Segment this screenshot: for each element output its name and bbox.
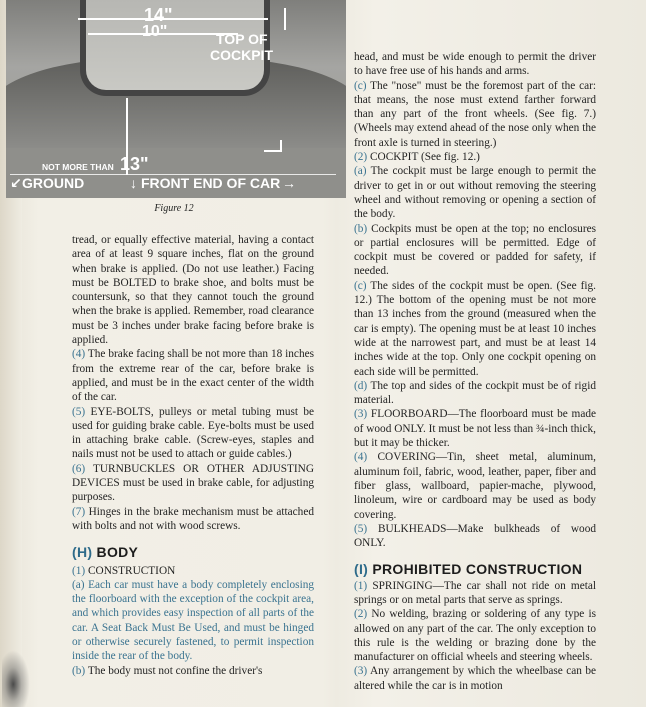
item-text: The body must not confine the driver's — [87, 664, 263, 677]
item-number: (3) — [354, 665, 368, 678]
ground-label: GROUND — [22, 175, 85, 191]
front-end-label: FRONT END OF CAR — [141, 175, 281, 191]
item-text: BULKHEADS—Make bulkheads of wood ONLY. — [354, 522, 596, 550]
prohibited-item-1 — [354, 579, 596, 608]
top-of-cockpit-label-line1: TOP OF — [216, 31, 268, 47]
cockpit-item-b — [354, 222, 596, 279]
top-of-cockpit-label-line2: COCKPIT — [210, 47, 273, 63]
item-number: (2) — [354, 151, 368, 164]
front-end-right-arrow-icon: → — [282, 175, 296, 191]
not-more-than-label: NOT MORE THAN — [42, 162, 114, 172]
item-text: SPRINGING—The car shall not ride on metal springs or on metal parts that serve as springs. — [354, 579, 596, 606]
section-letter: (H) — [72, 544, 93, 561]
prohibited-item-3 — [354, 664, 596, 693]
item-text: EYE-BOLTS, pulleys or metal tubing must be used for guiding brake cable. Eye-bolts must be used in attaching brake cable. (Screw-eyes, staples and nails must not be used to attach or guide cables.) — [72, 405, 315, 461]
item-text: TURNBUCKLES OR OTHER ADJUSTING DEVICES must be used in brake cable, for adjusting purposes. — [72, 462, 314, 504]
item-number: (b) — [354, 222, 368, 235]
figure-caption: Figure 12 — [154, 203, 194, 214]
item-text: The brake facing shall be not more than 18 inches from the extreme rear of the car, before brake is applied, and must be in the exact center of the width of the car. — [72, 348, 314, 404]
item-number: (5) — [354, 522, 368, 535]
item-number: (2) — [354, 608, 368, 621]
ground-arrow-icon: ↙ — [10, 175, 22, 191]
figure-12-photo — [6, 0, 346, 198]
brake-item-5 — [72, 405, 314, 462]
cockpit-item-c — [354, 279, 596, 379]
item-text: Cockpits must be open at the top; no enclosures or partial enclosures will be permitted. Edge of cockpit must be covered or padded for safety, if needed. — [354, 222, 596, 278]
item-number: (a) — [72, 578, 85, 591]
section-title: PROHIBITED CONSTRUCTION — [372, 561, 583, 578]
body-item-c — [354, 79, 596, 150]
item-text: Any arrangement by which the wheelbase can be altered while the car is in motion — [354, 665, 596, 692]
item-number: (a) — [354, 165, 367, 178]
body-sub-1 — [72, 564, 314, 578]
section-title: BODY — [96, 544, 139, 561]
item-text: No welding, brazing or soldering of any type is allowed on any part of the car. The only exception to this rule is the welding or brazing done by the manufacturer on official wheels and steering wheels. — [354, 608, 597, 664]
cockpit-item-a — [354, 164, 596, 221]
item-number: (4) — [72, 348, 86, 361]
front-end-down-arrow-icon: ↓ — [130, 175, 137, 191]
item-number: (d) — [354, 379, 368, 392]
item-number: (3) — [354, 408, 368, 421]
right-column — [354, 50, 596, 693]
item-text: COVERING—Tin, sheet metal, aluminum, aluminum foil, fabric, wood, leather, paper, fiber and fiber glass, wallboard, papier-mache, plywood, linoleum, wire or cardboard may be used as body covering. — [354, 451, 597, 521]
item-number: (b) — [72, 664, 86, 677]
left-column — [72, 233, 314, 678]
cockpit-item-d — [354, 379, 596, 408]
dimension-tick-right — [284, 8, 286, 30]
item-text: The top and sides of the cockpit must be of rigid material. — [354, 379, 596, 407]
item-number: (1) — [72, 564, 86, 577]
section-letter: (I) — [354, 561, 369, 578]
item-text: The cockpit must be large enough to permit the driver to get in or out without removing the steering wheel and without removing or opening a section of the body. — [354, 165, 596, 221]
body-item-a — [72, 578, 314, 664]
brake-item-6 — [72, 462, 314, 505]
item-text: FLOORBOARD—The floorboard must be made of wood ONLY. It must be not less than ¾-inch thick, but it may be thicker. — [354, 408, 596, 450]
item-number: (c) — [354, 279, 367, 292]
dim-label-13in: 13" — [120, 154, 149, 174]
item-text: The "nose" must be the foremost part of the car: that means, the nose must extend farther forward than any part of the front wheels. (See fig. 7.) (Wheels may extend ahead of the nose only when the front axle is turned in steering.) — [354, 79, 596, 149]
brake-item-4 — [72, 347, 314, 404]
item-number: (5) — [72, 405, 86, 418]
body-item-b — [72, 664, 314, 678]
top-pointer-vertical — [280, 140, 282, 152]
item-text: CONSTRUCTION — [88, 564, 176, 577]
prohibited-item-2 — [354, 607, 596, 664]
brake-item-7 — [72, 505, 314, 534]
item-text: Each car must have a body completely enclosing the floorboard with the exception of the cockpit area, and which provides easy inspection of all parts of the car. A Seat Back Must Be Used, and must be hinged or otherwise securely fastened, to permit inspection inside the rear of the body. — [72, 578, 314, 663]
item-number: (1) — [354, 579, 368, 592]
dim-label-14in: 14" — [144, 5, 173, 25]
section-heading-body — [72, 545, 314, 559]
item-text: The sides of the cockpit must be open. (See fig. 12.) The bottom of the opening must be not more than 13 inches from the ground (measured when the car is empty). The opening must be at least 10 inches wide at the narrowest part, and must be at least 14 inches wide at the top. Only one cockpit opening on each side will be permitted. — [354, 279, 596, 378]
dim-label-10in: 10" — [142, 23, 168, 40]
item-text: Hinges in the brake mechanism must be attached with bolts and not with wood screws. — [72, 505, 314, 532]
item-number: (4) — [354, 451, 368, 464]
item-number: (7) — [72, 505, 86, 518]
section-heading-prohibited — [354, 562, 596, 576]
item-number: (6) — [72, 462, 86, 475]
brake-facing-paragraph: tread, or equally effective material, having a contact area of at least 9 square inches, flat on the ground when brake is applied. (Do not use leather.) Facing must be BOLTED to brake shoe, and bolts must be countersunk, so that they cannot touch the ground when the brake is applied. Remember, road clearance must be 3 inches under brake facing before brake is applied. — [72, 234, 314, 347]
cockpit-sub-2 — [354, 150, 596, 164]
ink-smudge — [2, 650, 30, 707]
floorboard-sub-3 — [354, 407, 596, 450]
body-continued: head, and must be wide enough to permit the driver to have free use of his hands and arms. — [354, 51, 596, 78]
item-number: (c) — [354, 79, 367, 92]
dimension-line-14in — [78, 18, 268, 20]
item-text: COCKPIT (See fig. 12.) — [370, 151, 480, 164]
bulkheads-sub-5 — [354, 522, 596, 551]
covering-sub-4 — [354, 450, 596, 521]
